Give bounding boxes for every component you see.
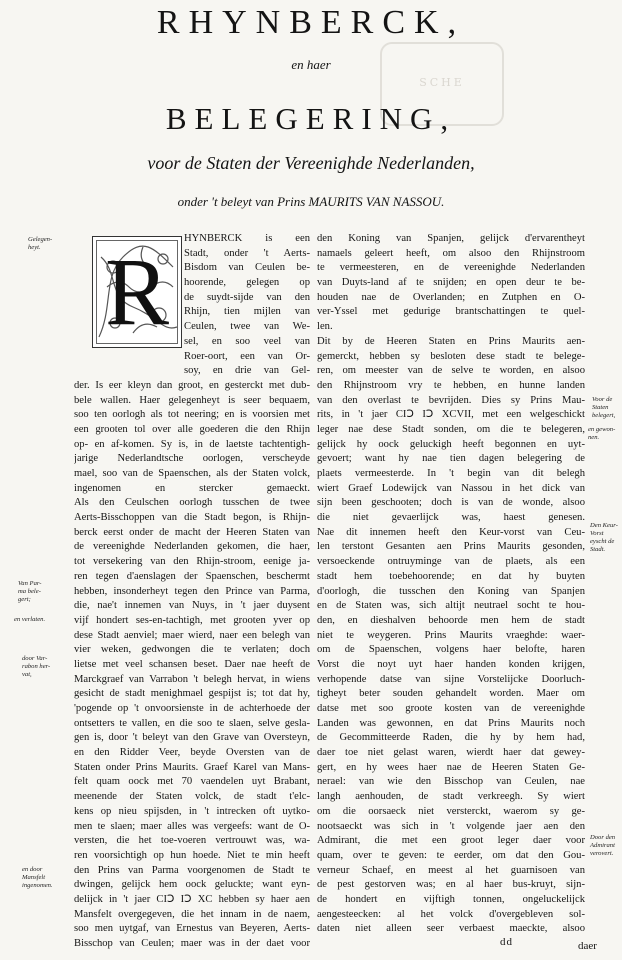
title-byline: onder 't beleyt van Prins MAURITS VAN NASSOU. [177, 194, 445, 209]
text-line: den Rhijnstroom vry te hebben, en hunne landen [317, 379, 585, 391]
text-line: versoeckende ontruyminge van de plaets, als een [317, 556, 585, 568]
text-line: Mansfelt overgegeven, die het innam in de naem, [74, 908, 310, 920]
text-line: die niet gevaerlijck was, haest genesen. [317, 512, 585, 524]
text-line: gemerckt, hebben sy besloten dese stadt te belege- [317, 350, 585, 362]
initial-letter: R [104, 238, 170, 345]
text-line: len. [317, 321, 333, 333]
text-line: Vorst die noyt uyt haer handen konden krijgen, [317, 658, 585, 670]
margin-note-verlaten: en verlaten. [14, 616, 46, 623]
text-line: stadt hem toebehoorende; en dat hy buyten [317, 570, 585, 582]
text-line: Staten onder Prins Maurits. Graef Karel van Mans- [74, 761, 310, 773]
text-line: gevoert; want hy nae tien dagen belegering de [317, 453, 585, 465]
text-line: verneur Schaef, en meest al het guarnisoen van [317, 864, 585, 876]
text-line: gelijck hy oock geluckigh heeft begonnen en uyt- [317, 438, 585, 450]
watermark-stamp: SCHE [380, 42, 504, 126]
text-line: tigheyt beter souden gehandelt worden. Maer om [317, 688, 585, 700]
text-line: vier weken, gedwongen die te verlaten; doch [74, 644, 310, 656]
text-line: plaets vermeesterde. In 't begin van dit belegh [317, 468, 585, 479]
text-line: den Prins van Parma voorgenomen de Stadt te [74, 864, 310, 876]
text-line: quam, over te geven: te eerder, om dat den Gou- [317, 849, 585, 861]
text-line: Marckgraef van Varrabon 't belegh hervat, in wiens [74, 673, 310, 685]
text-line: houden nae de Overlanden; en Zutphen en O- [317, 291, 585, 303]
text-line: langh aenhouden, de stadt verkreegh. Sy wiert [317, 791, 585, 803]
text-line: te vermeesteren, en de vereenighde Nederlanden [317, 262, 585, 274]
text-line: mael, soo van de Spaenschen, als der Staten volck, [74, 468, 310, 479]
title-en-haer: en haer [291, 57, 331, 72]
text-line: Bisdom van Ceulen be- [184, 262, 310, 274]
margin-note-mansfelt: en door Mansfelt ingenomen. [22, 866, 53, 889]
text-line: hebben, insonderheyt tegen den Prince van Parma, [74, 585, 310, 597]
title-rhynberck: RHYNBERCK, [156, 4, 466, 41]
text-line: en de Staten was, sich altijt neutrael socht te hou- [317, 600, 585, 612]
margin-note-admirant: Door den Admirant verovert. [590, 834, 616, 857]
text-line: dese Stadt aenviel; maer wierd, naer een belegh van [74, 629, 310, 641]
margin-note-varrabon: door Var- rabon her- vat, [22, 655, 51, 678]
text-column-left [74, 232, 310, 952]
text-line: ren, om meester van de selve te worden, en alsoo [317, 365, 585, 377]
text-line: vijf hondert ses-en-tachtigh, met grooten yver op [74, 614, 310, 626]
text-line: verhopende datse van sijne Vorstelijcke Doorluch- [317, 673, 585, 685]
margin-note-staten: Voor de Staten belegert, [592, 396, 616, 419]
text-line: de vereenighde Nederlanden gekomen, die haer, [74, 541, 310, 553]
title-subtitle: voor de Staten der Vereenighde Nederlanden, [147, 153, 475, 173]
text-line: tot versekering van den Rhijn-stroom, eenige ja- [74, 556, 310, 568]
text-line: soo men uytgaf, van Ernestus van Beyeren, Aerts- [74, 923, 310, 935]
text-line: sel, en soo veel van [184, 335, 310, 347]
signature-mark: dd [500, 936, 513, 948]
col2-lines [317, 232, 585, 937]
col1-lines [74, 232, 310, 952]
text-line: de Gecommitteerde Raden, die hy by hem had, [317, 732, 585, 744]
text-line: Admirant, die met een groot leger daer voor [317, 835, 585, 847]
text-line: gesicht de stadt menighmael gespijst is; tot dat hy, [74, 688, 310, 700]
text-line: wiert Graef Lodewijck van Nassou in het dick van [317, 482, 585, 494]
margin-note-parma: Van Par- ma bele- gert; [18, 580, 42, 603]
text-line: ingenomen en stercker gemaeckt. [74, 482, 310, 494]
text-line: den, en dieshalven behoorde men hem de stadt [317, 614, 585, 626]
text-line: sijn been geschooten; doch is van de wonde, alsoo [317, 497, 585, 509]
text-line: ver-Yssel met gedurige brantschattingen te quel- [317, 306, 585, 318]
text-line: Dit by de Heeren Staten en Prins Maurits aen- [317, 335, 585, 347]
text-column-right [317, 232, 585, 937]
text-line: nerael: van wie den Bisschop van Ceulen, nae [317, 776, 585, 788]
text-line: lietse met veel schansen beset. Daer nae heeft de [74, 658, 310, 670]
text-line: delijck in 't jaer CIↃ IↃ XC hebben sy haer aen [74, 893, 310, 905]
text-line: d'oorlogh, die tusschen den Koning van Spanjen [317, 585, 585, 597]
text-line: die, nae't innemen van Nuys, in 't jaer duysent [74, 600, 310, 612]
text-line: felt quam oock met 70 vaendelen uyt Brabant, [74, 776, 310, 788]
text-line: aengesteecken: al het volck d'overgebleven sol- [317, 908, 585, 920]
text-line: van Duyts-land af te snijden; en open deur te be- [317, 277, 585, 289]
text-line: kens op nieu spijsden, in 't intrecken oft uytko- [74, 805, 310, 817]
text-line: Nae dit innemen heeft den Keur-vorst van Ceu- [317, 526, 585, 538]
text-line: Rhijn, tien mijlen van [184, 306, 310, 318]
text-line: de pest gestorven was; en al haer bus-kruyt, sijn- [317, 879, 585, 891]
margin-note-keurvorst: Den Keur- Vorst eyscht de Stadt. [590, 522, 618, 553]
text-line: gert, en hy wees haer nae de Heeren Staten Ge- [317, 761, 585, 773]
text-line: berck eerst onder de macht der Heeren Staten van [74, 526, 310, 538]
margin-note-gelegenheyt: Gelegen- heyt. [28, 236, 53, 251]
text-line: ren voorsichtigh op hun hoede. Niet te min heeft [74, 849, 310, 861]
text-line: en den Ridder Veer, beyde Oversten van de [74, 747, 310, 759]
catchword: daer [578, 940, 597, 952]
text-line: ontsetters te vallen, en die soo te slaen, selve gesla- [74, 717, 310, 729]
text-line: de suydt-sijde van den [184, 291, 310, 303]
text-line: Roer-oort, een van Or- [184, 350, 310, 362]
text-line: daer toe niet gelast waren, wierdt haer dat gewey- [317, 747, 585, 759]
text-line: jarige Nederlandtsche oorlogen, verscheyde [74, 453, 310, 465]
text-line: 'pogende op 't onvoorsienste in de achterhoede der [74, 703, 310, 714]
text-line: bele wallen. Haer gelegenheyt is seer bequaem, [74, 394, 310, 406]
margin-note-gewonnen: en gewon- nen. [588, 426, 616, 441]
text-line: hoorende, gelegen op [184, 277, 310, 289]
text-line: de hondert en vijftigh tonnen, ongeluckelijck [317, 893, 585, 905]
text-line: op- en af-komen. Sy is, in de laetste tachtentigh- [74, 438, 310, 450]
text-line: gen is, door 't beleyt van den Grave van Oversteyn, [74, 732, 310, 744]
text-line: den Koning van Spanjen, gelijck d'ervarentheyt [317, 233, 585, 244]
text-line: niet te weygeren. Prins Maurits vraeghde: waer- [317, 629, 585, 641]
text-line: der. Is eer kleyn dan groot, en gesterckt met dub- [74, 379, 310, 391]
text-line: om die oorsaeck niet versterckt, waerom sy ge- [317, 805, 585, 817]
text-line: daten niet alleen seer verbaest maeckte, alsoo [317, 923, 585, 935]
text-line: men te slaen; maer alles was vergeefs: want de O- [74, 820, 310, 832]
text-line: datse met soo groote kosten van de vereenighde [317, 703, 585, 714]
text-line: Als den Ceulschen oorlogh tusschen de twee [74, 497, 310, 509]
text-line: Ceulen, twee van We- [184, 321, 310, 333]
text-line: Stadt, onder 't Aerts- [184, 247, 310, 259]
text-line: van den overlast te bevrijden. Dies sy Prins Mau- [317, 394, 585, 406]
title-belegering: BELEGERING, [165, 101, 457, 136]
text-line: Bisschop van Ceulen; maer was in der daet voor [74, 938, 310, 949]
text-line: meenende der Staten volck, de stadt t'elc- [74, 791, 310, 803]
text-line: rits, in 't jaer CIↃ IↃ XCVII, met een welgeschickt [317, 409, 585, 421]
text-line: nootsaeckt was sich in 't volgende jaer aen den [317, 820, 585, 832]
text-line: versten, die het toe-voeren vertrouwt was, wa- [74, 835, 310, 847]
text-line: soy, en drie van Gel- [184, 365, 310, 377]
text-line: leger nae dese Stadt sonden, om die te belegeren, [317, 423, 585, 435]
text-line: soo ten oorlogh als tot neering; en is voorsien met [74, 409, 310, 421]
text-line: om de Spaenschen, volgens haer belofte, haren [317, 644, 585, 656]
text-line: ren tegen d'aenslagen der Spaenschen, beschermt [74, 570, 310, 582]
text-line: namaels geleert heeft, om alsoo den Rhijnstroom [317, 247, 585, 259]
text-line: een grooten tol over alle goederen die den Rhijn [74, 423, 310, 435]
text-line: dwingen, gelijck hem oock geluckte; want eyn- [74, 879, 310, 891]
text-line: Landen was gewonnen, en dat Prins Maurits noch [317, 717, 585, 729]
text-line: Aerts-Bisschoppen van die Stadt begon, is Rhijn- [74, 512, 310, 524]
text-line: HYNBERCK is een [184, 233, 310, 244]
text-line: len terstont Gesanten aen Prins Maurits gesonden, [317, 541, 585, 553]
